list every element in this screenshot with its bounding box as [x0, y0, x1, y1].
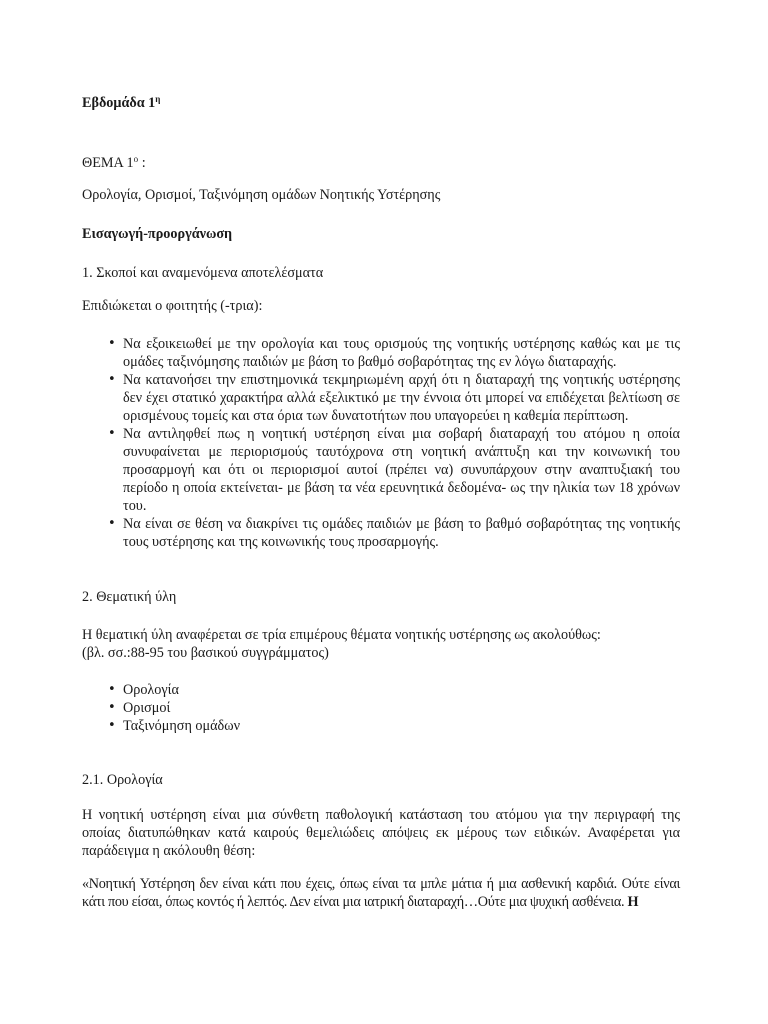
section21-text: Η νοητική υστέρηση είναι μια σύνθετη παθολογική κατάσταση του ατόμου για την περιγραφή της οποίας διατυπώθηκαν κατά καιρούς θεμελιώδεις απόψεις εκ μέρους των ειδικών. Αναφέρεται για παράδειγμα η ακόλουθη θέση: [82, 807, 680, 859]
quote-paragraph: «Νοητική Υστέρηση δεν είναι κάτι που έχεις, όπως είναι τα μπλε μάτια ή μια ασθενική καρδιά. Ούτε είναι κάτι που είσαι, όπως κοντός ή λεπτός. Δεν είναι μια ιατρική διαταραχή…Ούτε μια ψυχική ασθένεια. Η [82, 876, 680, 910]
section1-heading: 1. Σκοποί και αναμενόμενα αποτελέσματα [82, 265, 324, 281]
section2-reference: (βλ. σσ.:88-95 του βασικού συγγράμματος) [82, 645, 329, 661]
list-item: • Να είναι σε θέση να διακρίνει τις ομάδες παιδιών με βάση το βαθμό σοβαρότητας της νοητικής τους υστέρησης και της κοινωνικής τους προσαρμογής. [82, 515, 680, 551]
list-item: • Να αντιληφθεί πως η νοητική υστέρηση είναι μια σοβαρή διαταραχή του ατόμου η οποία συνυφαίνεται με περιορισμούς ταυτόχρονα στη νοητική ανάπτυξη και την κοινωνική του προσαρμογή και ότι οι περιορισμοί αυτοί (πρέπει να) συνυπάρχουν στην αναπτυξιακή του περίοδο η οποία εκτείνεται- με βάση τα νέα ερευνητικά δεδομένα- ως την ηλικία των 18 χρόνων του. [82, 425, 680, 515]
list-item: • Ορολογία [82, 681, 680, 699]
theme-label: ΘΕΜΑ $1^o$ : [82, 154, 146, 171]
list-item: • Ταξινόμηση ομάδων [82, 717, 680, 735]
intro-heading: Εισαγωγή-προοργάνωση [82, 226, 233, 242]
week-title: Εβδομάδα $1^\eta$ [82, 94, 161, 111]
topics-list [82, 681, 680, 735]
list-item: • Να εξοικειωθεί με την ορολογία και τους ορισμούς της νοητικής υστέρησης καθώς και με τις ομάδες ταξινόμησης παιδιών με βάση το βαθμό σοβαρότητας της εν λόγω διαταραχής. [82, 335, 680, 371]
section2-heading: 2. Θεματική ύλη [82, 589, 177, 605]
section2-text: Η θεματική ύλη αναφέρεται σε τρία επιμέρους θέματα νοητικής υστέρησης ως ακολούθως: [82, 627, 601, 643]
list-item: • Ορισμοί [82, 699, 680, 717]
list-item: • Να κατανοήσει την επιστημονικά τεκμηριωμένη αρχή ότι η διαταραχή της νοητικής υστέρησης δεν έχει στατικό χαρακτήρα αλλά εξελικτικό με την έννοια ότι μπορεί να επιδέχεται βελτίωση σε ορισμένους τομείς και στα όρια των δυνατοτήτων που υπαγορεύει η καθεμία περίπτωση. [82, 371, 680, 425]
objectives-list [82, 335, 680, 551]
theme-subject: Ορολογία, Ορισμοί, Ταξινόμηση ομάδων Νοητικής Υστέρησης [82, 187, 441, 203]
section1-lead: Επιδιώκεται ο φοιτητής (-τρια): [82, 298, 263, 314]
section21-heading: 2.1. Ορολογία [82, 772, 163, 788]
